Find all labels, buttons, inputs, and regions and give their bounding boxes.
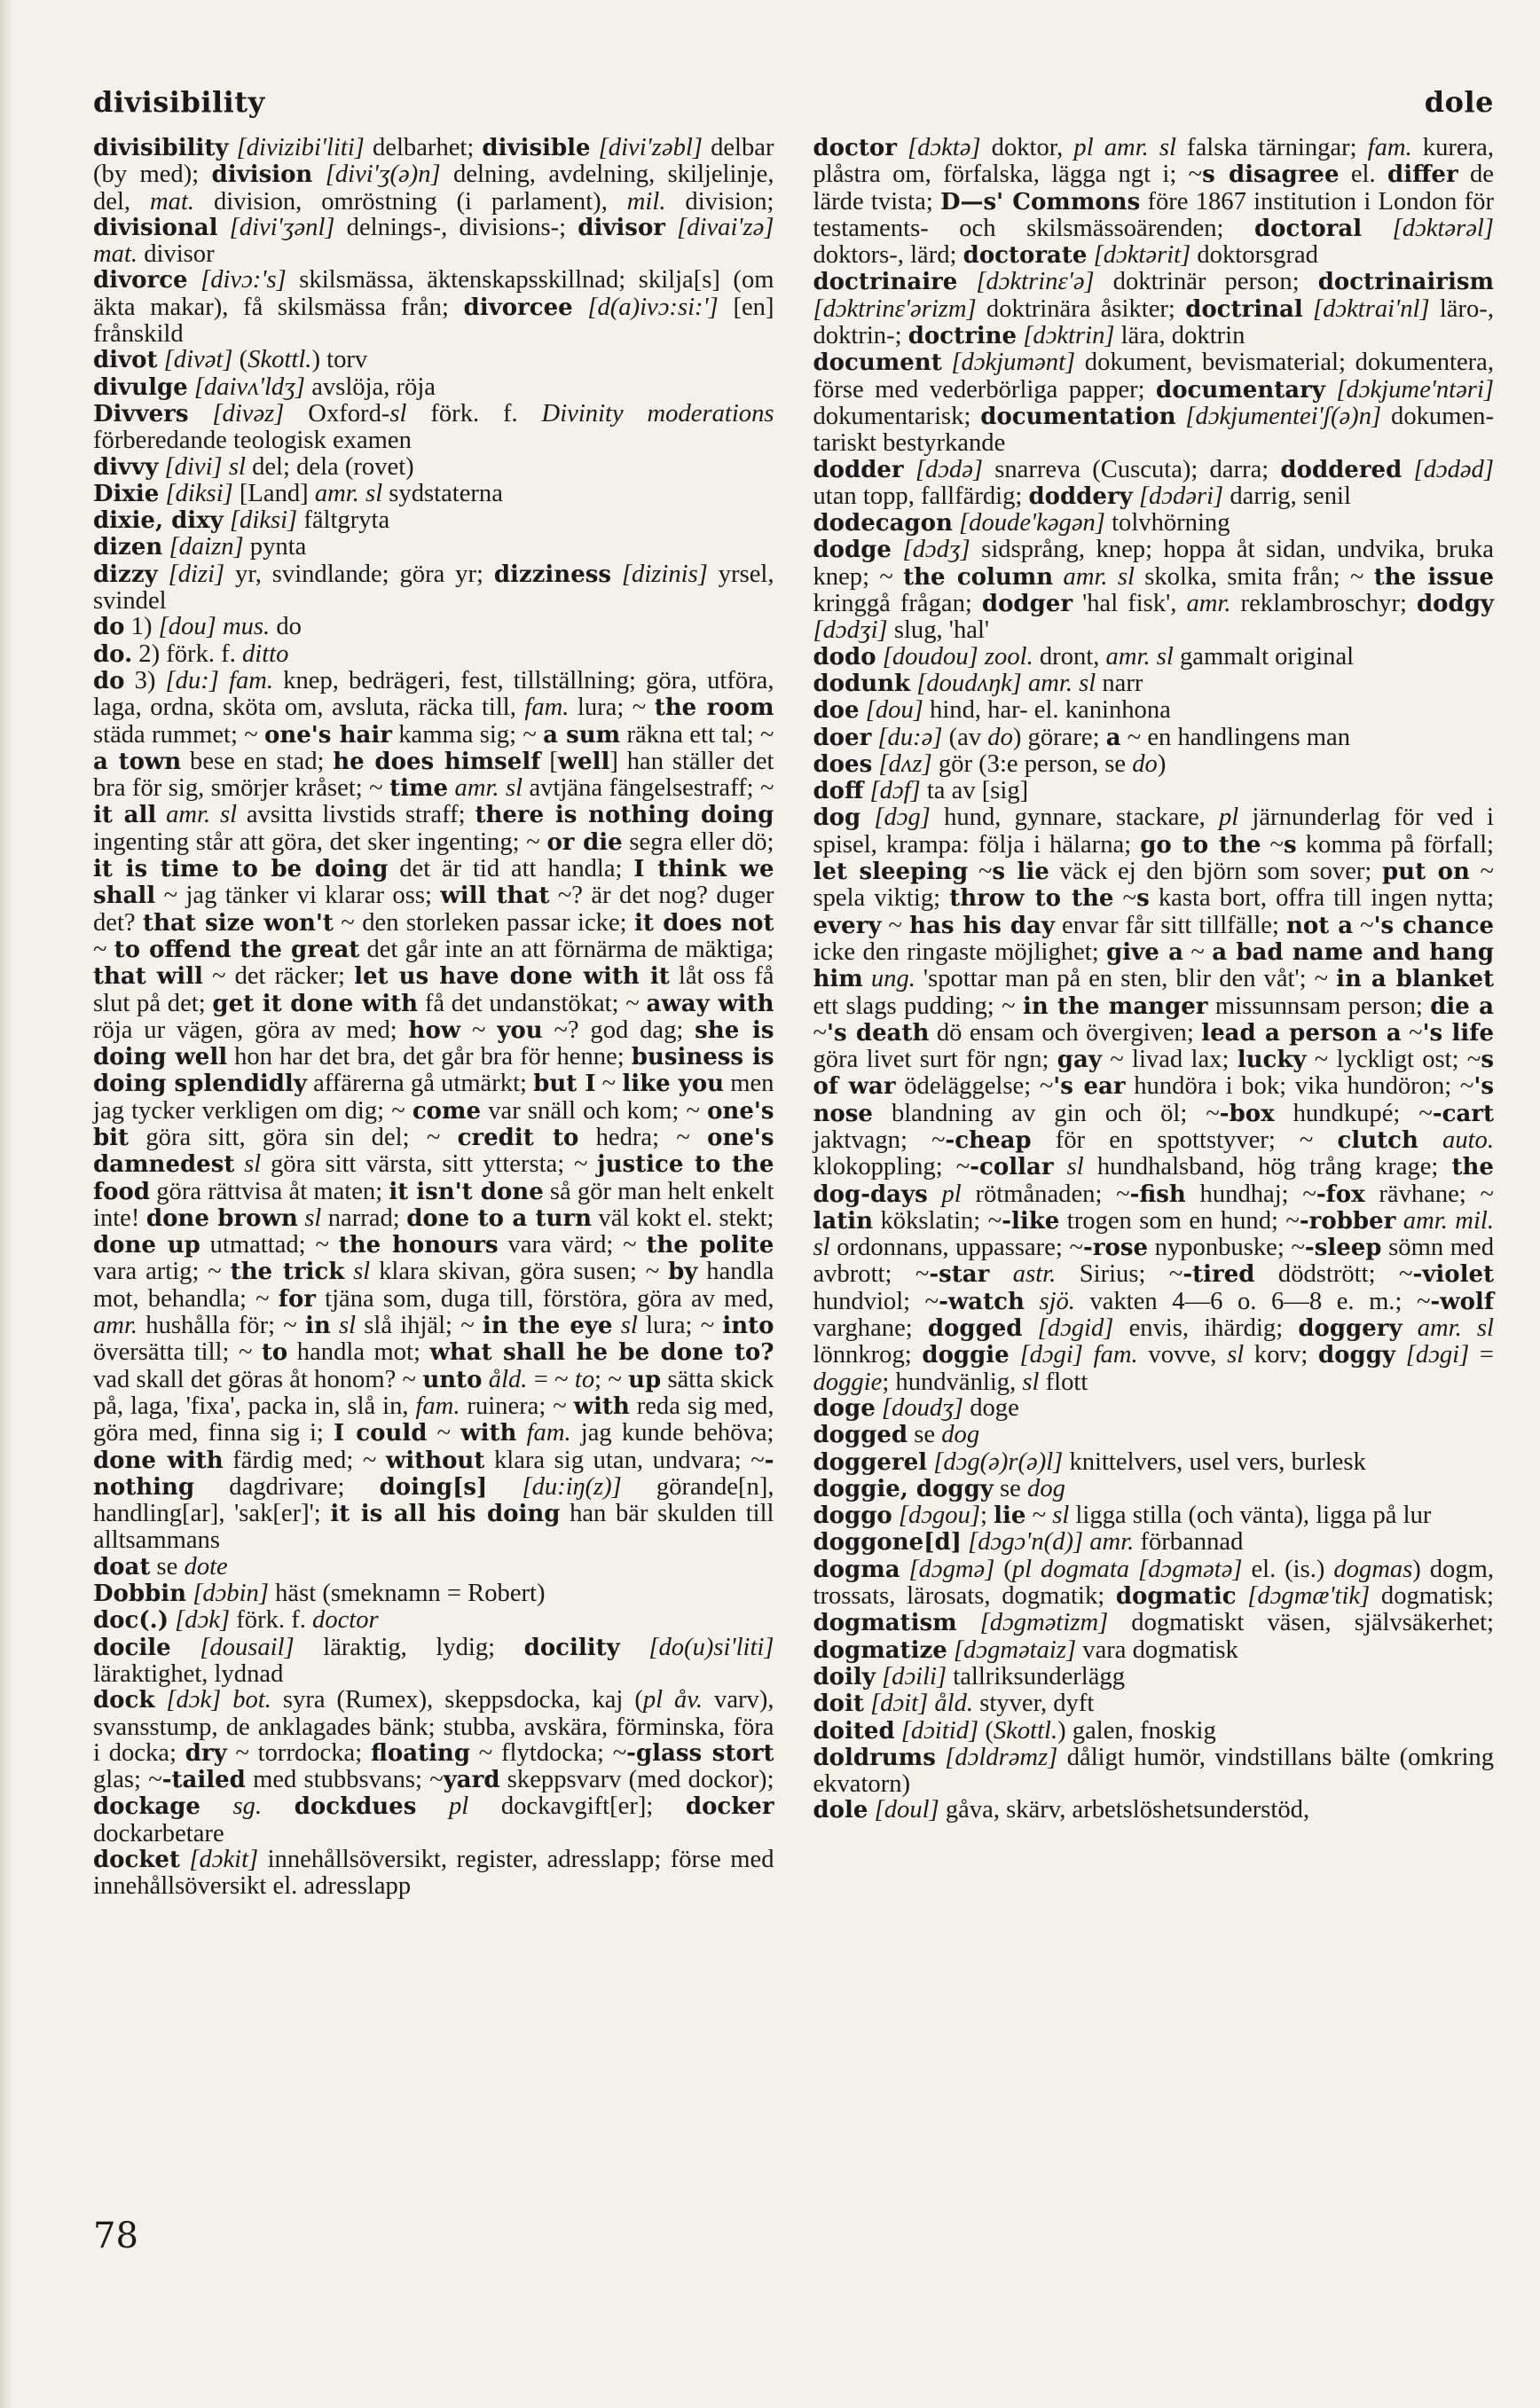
dictionary-entry: divorce [divɔ:'s] skilsmässa, äktenskapsskillnad; skilja[s] (om äkta makar), få skilsmässa från; divorcee [d(a)ivɔ:si:'] [en] frånskild bbox=[93, 266, 774, 349]
dictionary-entry: doggerel [dɔg(ə)r(ə)l] knittelvers, usel vers, burlesk bbox=[813, 1447, 1366, 1476]
dictionary-entry: doer [du:ə] (av do) görare; a ~ en handlingens man bbox=[813, 723, 1351, 751]
dictionary-entry: dizen [daizn] pynta bbox=[93, 533, 307, 561]
dictionary-entry: doited [dɔitid] (Skottl.) galen, fnoskig bbox=[813, 1716, 1216, 1745]
dictionary-entry: dog [dɔg] hund, gynnare, stackare, pl järnunderlag för ved i spisel, krampa: följa i hälarna; go to the ~s komma på förfall; let sleeping ~s lie väck ej den björn som sover; put on ~ spela viktig; throw to the ~s kasta bort, offra till ingen nytta; every ~ has his day envar får sitt tillfälle; not a ~'s chance icke den ringaste möjlighet; give a ~ a bad name and hang him ung. 'spottar man på en sten, blir den våt'; ~ in a blanket ett slags pudding; ~ in the manger missunnsam person; die a ~'s death dö ensam och övergiven; lead a person a ~'s life göra livet surt för ngn; gay ~ livad lax; lucky ~ lyckligt ost; ~s of war ödeläggelse; ~'s ear hundöra i bok; vika hundöron; ~'s nose blandning av gin och öl; ~-box hundkupé; ~-cart jaktvagn; ~-cheap för en spottstyver; ~ clutch auto. klokoppling; ~-collar sl hundhalsband, hög trång krage; the dog-days pl rötmånaden; ~-fish hundhaj; ~-fox rävhane; ~ latin kökslatin; ~-like trogen som en hund; ~-robber amr. mil. sl ordonnans, uppassare; ~-rose nyponbuske; ~-sleep sömn med avbrott; ~-star astr. Sirius; ~-tired dödstrött; ~-violet hundviol; ~-watch sjö. vakten 4—6 o. 6—8 e. m.; ~-wolf varghane; dogged [dɔgid] envis, ihärdig; doggery amr. sl lönnkrog; doggie [dɔgi] fam. vovve, sl korv; doggy [dɔgi] = doggie; hundvänlig, sl flott bbox=[813, 804, 1495, 1396]
dictionary-entry: doggone[d] [dɔgɔ'n(d)] amr. förbannad bbox=[813, 1528, 1244, 1557]
dictionary-entry: dodge [dɔdʒ] sidsprång, knep; hoppa åt sidan, undvika, bruka knep; ~ the column amr. sl skolka, smita från; ~ the issue kringgå frågan; dodger 'hal fisk', amr. reklambroschyr; dodgy [dɔdʒi] slug, 'hal' bbox=[813, 536, 1495, 645]
running-head bbox=[93, 85, 1494, 119]
dictionary-entry: do 3) [du:] fam. knep, bedrägeri, fest, tillställning; göra, utföra, laga, ordna, sköta om, avsluta, räcka till, fam. lura; ~ the room städa rummet; ~ one's hair kamma sig; ~ a sum räkna ett tal; ~ a town bese en stad; he does himself [well] han ställer det bra för sig, smörjer kråset; ~ time amr. sl avtjäna fängelsestraff; ~ it all amr. sl avsitta livstids straff; there is nothing doing ingenting står att göra, det sker ingenting; ~ or die segra eller dö; it is time to be doing det är tid att handla; I think we shall ~ jag tänker vi klarar oss; will that ~? är det nog? duger det? that size won't ~ den storleken passar icke; it does not ~ to offend the great det går inte an att förnärma de mäktiga; that will ~ det räcker; let us have done with it låt oss få slut på det; get it done with få det undanstökat; ~ away with röja ur vägen, göra av med; how ~ you ~? god dag; she is doing well hon har det bra, det går bra för henne; business is doing splendidly affärerna gå utmärkt; but I ~ like you men jag tycker verkligen om dig; ~ come var snäll och kom; ~ one's bit göra sitt, göra sin del; ~ credit to hedra; ~ one's damnedest sl göra sitt värsta, sitt yttersta; ~ justice to the food göra rättvisa åt maten; it isn't done så gör man helt enkelt inte! done brown sl narrad; done to a turn väl kokt el. stekt; done up utmattad; ~ the honours vara värd; ~ the polite vara artig; ~ the trick sl klara skivan, göra susen; ~ by handla mot, behandla; ~ for tjäna som, duga till, förstöra, göra av med, amr. hushålla för; ~ in sl slå ihjäl; ~ in the eye sl lura; ~ into översätta till; ~ to handla mot; what shall he be done to? vad skall det göras åt honom? ~ unto åld. = ~ to; ~ up sätta skick på, laga, 'fixa', packa in, slå in, fam. ruinera; ~ with reda sig med, göra med, finna sig i; I could ~ with fam. jag kunde behöva; done with färdig med; ~ without klara sig utan, undvara; ~-nothing dagdrivare; doing[s] [du:iŋ(z)] görande[n], handling[ar], 'sak[er]'; it is all his doing han bär skulden till alltsammans bbox=[93, 666, 774, 1555]
dictionary-entry: dizzy [dizi] yr, svindlande; göra yr; dizziness [dizinis] yrsel, svindel bbox=[93, 560, 774, 616]
dictionary-entry: doggie, doggy se dog bbox=[813, 1474, 1065, 1502]
dictionary-entry: Dixie [diksi] [Land] amr. sl sydstaterna bbox=[93, 479, 503, 507]
dictionary-entry: doctrinaire [dɔktrinɛ'ə] doktrinär person; doctrinairism [dɔktrinɛ'ərizm] doktrinära åsikter; doctrinal [dɔktrai'nl] läro-, doktrin-; doctrine [dɔktrin] lära, doktrin bbox=[813, 268, 1494, 350]
page-number: 78 bbox=[93, 2216, 138, 2256]
dictionary-entry: divulge [daivʌ'ldʒ] avslöja, röja bbox=[93, 373, 436, 401]
dictionary-entry: divisibility [divizibi'liti] delbarhet; divisible [divi'zəbl] delbar (by med); division [divi'ʒ(ə)n] delning, avdelning, skiljelinje, del, mat. division, omröstning (i parlament), mil. division; divisional [divi'ʒənl] delnings-, divisions-; divisor [divai'zə] mat. divisor bbox=[93, 134, 774, 269]
dictionary-entry: dole [doul] gåva, skärv, arbetslöshetsunderstöd, bbox=[813, 1796, 1310, 1824]
dictionary-entry: docket [dɔkit] innehållsöversikt, register, adresslapp; förse med innehållsöversikt el. adresslapp bbox=[93, 1846, 774, 1901]
dictionary-entry: doge [doudʒ] doge bbox=[813, 1393, 1019, 1422]
dictionary-entry: dock [dɔk] bot. syra (Rumex), skeppsdocka, kaj (pl åv. varv), svansstump, de anklagades bänk; stubba, avskära, förminska, föra i docka; dry ~ torrdocka; floating ~ flytdocka; ~-glass stort glas; ~-tailed med stubbsvans; ~yard skeppsvarv (med dockor); dockage sg. dockdues pl dockavgift[er]; docker dockarbetare bbox=[93, 1686, 774, 1847]
dictionary-entry: doc(.) [dɔk] förk. f. doctor bbox=[93, 1606, 379, 1635]
dictionary-entry: divvy [divi] sl del; dela (rovet) bbox=[93, 452, 414, 481]
dictionary-entry: Dobbin [dɔbin] häst (smeknamn = Robert) bbox=[93, 1580, 546, 1608]
dictionary-entry: divot [divət] (Skottl.) torv bbox=[93, 346, 368, 374]
dictionary-entry: doff [dɔf] ta av [sig] bbox=[813, 777, 1029, 805]
dictionary-entry: doctor [dɔktə] doktor, pl amr. sl falska tärningar; fam. kurera, plåstra om, förfalska, lägga ngt i; ~s disagree el. differ de lärde tvista; D—s' Commons före 1867 institution i London för testaments- och skilsmässoärenden; doctoral [dɔktərəl] doktors-, lärd; doctorate [dɔktərit] doktorsgrad bbox=[813, 134, 1495, 270]
dictionary-entry: does [dʌz] gör (3:e person, se do) bbox=[813, 749, 1167, 778]
dictionary-entry: doldrums [dɔldrəmz] dåligt humör, vindstillans bälte (omkring ekvatorn) bbox=[813, 1743, 1495, 1799]
dictionary-entry: dogma [dɔgmə] (pl dogmata [dɔgmətə] el. (is.) dogmas) dogm, trossats, lärosats, dogmatik; dogmatic [dɔgmæ'tik] dogmatisk; dogmatism [dɔgmətizm] dogmatiskt väsen, självsäkerhet; dogmatize [dɔgmətaiz] vara dogmatisk bbox=[813, 1555, 1495, 1664]
dictionary-entry: dodder [dɔdə] snarreva (Cuscuta); darra; doddered [dɔdəd] utan topp, fallfärdig; doddery [dɔdəri] darrig, senil bbox=[813, 455, 1494, 510]
dictionary-entry: dixie, dixy [diksi] fältgryta bbox=[93, 506, 390, 535]
dictionary-entry: dodunk [doudʌŋk] amr. sl narr bbox=[813, 669, 1143, 697]
guide-word-right: dole bbox=[1424, 85, 1494, 119]
dictionary-columns bbox=[93, 135, 1494, 1900]
guide-word-left: divisibility bbox=[93, 85, 265, 119]
dictionary-entry: do 1) [dou] mus. do bbox=[93, 613, 302, 641]
right-column bbox=[813, 135, 1495, 1900]
dictionary-entry: dogged se dog bbox=[813, 1421, 980, 1449]
dictionary-entry: doe [dou] hind, har- el. kaninhona bbox=[813, 696, 1171, 725]
dictionary-entry: docile [dousail] läraktig, lydig; docility [do(u)si'liti] läraktighet, lydnad bbox=[93, 1633, 774, 1688]
dictionary-entry: doggo [dɔgou]; lie ~ sl ligga stilla (och vänta), ligga på lur bbox=[813, 1502, 1432, 1530]
dictionary-entry: dodo [doudou] zool. dront, amr. sl gammalt original bbox=[813, 642, 1355, 671]
dictionary-entry: doily [dɔili] tallriksunderlägg bbox=[813, 1662, 1126, 1690]
page-edge-shadow bbox=[0, 0, 12, 2408]
left-column bbox=[93, 135, 774, 1900]
dictionary-entry: do. 2) förk. f. ditto bbox=[93, 639, 289, 668]
dictionary-entry: Divvers [divəz] Oxford-sl förk. f. Divinity moderations förberedande teologisk examen bbox=[93, 399, 774, 455]
dictionary-entry: doit [dɔit] åld. styver, dyft bbox=[813, 1690, 1095, 1718]
dictionary-entry: dodecagon [doude'kəgən] tolvhörning bbox=[813, 509, 1230, 537]
dictionary-entry: document [dɔkjumənt] dokument, bevismaterial; dokumentera, förse med vederbörliga papper; documentary [dɔkjume'ntəri] dokumentarisk; documentation [dɔkjumentei'ʃ(ə)n] dokumentariskt bestyrkande bbox=[813, 349, 1495, 458]
dictionary-entry: doat se dote bbox=[93, 1552, 228, 1580]
